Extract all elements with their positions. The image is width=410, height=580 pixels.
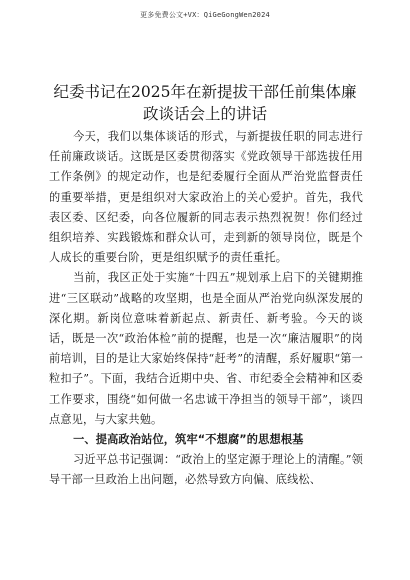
paragraph-2: 当前，我区正处于实施“十四五”规划承上启下的关键期推进“三区联动”战略的攻坚期，也是全面从严治党向纵深发展的深化期。新岗位意味着新起点、新责任、新考验。今天的谈话，既是一次“政治体检”前的提醒，也是一次“廉洁履职”的岗前培训，目的是让大家始终保持“赶考”的清醒，系好履职“第一粒扣子”。下面，我结合近期中央、省、市纪委全会精神和区委工作要求，围绕“如何做一名忠诚干净担当的领导干部”，谈四点意见，与大家共勉。 <box>49 271 363 426</box>
document-body <box>49 127 363 491</box>
document-title: 纪委书记在2025年在新提拔干部任前集体廉政谈话会上的讲话 <box>53 83 357 123</box>
header-note: 更多免费公文+VX：QiGeGongWen2024 <box>140 11 270 19</box>
paragraph-3: 习近平总书记强调：“政治上的坚定源于理论上的清醒。”领导干部一旦政治上出问题，必然导致方向偏、底线松、 <box>49 453 363 487</box>
section-heading-1: 一、提高政治站位，筑牢“不想腐”的思想根基 <box>73 433 304 447</box>
paragraph-1: 今天，我们以集体谈话的形式，与新提拔任职的同志进行任前廉政谈话。这既是区委贯彻落实《党政领导干部选拔任用工作条例》的规定动作，也是纪委履行全面从严治党监督责任的重要举措，更是组织对大家政治上的关心爱护。首先，我代表区委、区纪委，向各位履新的同志表示热烈祝贺！你们经过组织培养、实践锻炼和群众认可，走到新的领导岗位，既是个人成长的重要台阶，更是组织赋予的责任重托。 <box>49 130 363 265</box>
